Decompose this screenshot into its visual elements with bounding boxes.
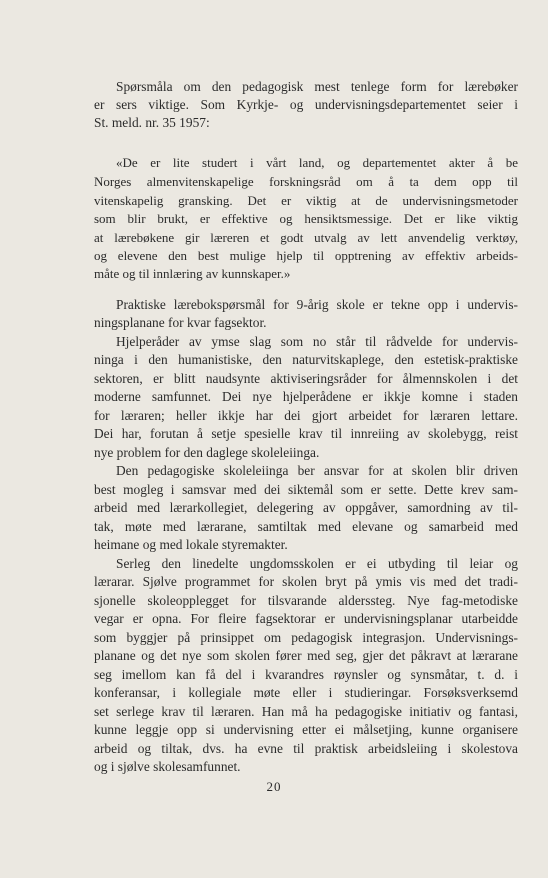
text-line: moderne samfunnet. Dei nye hjelperådene er ikkje komne i staden: [94, 389, 518, 404]
text-line: St. meld. nr. 35 1957:: [94, 115, 210, 130]
text-line: og elevene den best mulige hjelp til opptrening av effektiv arbeids-: [94, 248, 518, 263]
text-line: er sers viktige. Som Kyrkje- og undervisningsdepartementet seier i: [94, 97, 518, 112]
text-line: lærarar. Sjølve programmet for skolen bryt på ymis vis med det tradi-: [94, 574, 518, 589]
text-line: sjonelle skoleopplegget for tilsvarande alderssteg. Nye fag-metodiske: [94, 593, 518, 608]
text-line: tak, møte med lærarane, samtiltak med elevane og samarbeid med: [94, 519, 518, 534]
text-line: at lærebøkene gir læreren et godt utvalg av lett anvendelig verktøy,: [94, 230, 518, 245]
text-line: Spørsmåla om den pedagogisk mest tenlege form for lærebøker: [116, 79, 518, 94]
text-line: Dei har, forutan å setje spesielle krav til innreiing av skolebygg, reist: [94, 426, 518, 441]
text-line: Den pedagogiske skoleleiinga ber ansvar for at skolen blir driven: [116, 463, 518, 478]
text-line: og i sjølve skolesamfunnet.: [94, 759, 241, 774]
text-line: Serleg den linedelte ungdomsskolen er ei utbyding til leiar og: [116, 556, 518, 571]
text-line: for læraren; heller ikkje har dei gjort arbeidet for læraren lettare.: [94, 408, 518, 423]
text-line: arbeid og tiltak, dvs. ha evne til praktisk arbeidsleiing i skolestova: [94, 741, 518, 756]
text-line: konferansar, i kollegiale møte eller i studieringar. Forsøksverksemd: [94, 685, 518, 700]
text-line: Praktiske lærebokspørsmål for 9-årig skole er tekne opp i undervis-: [116, 297, 518, 312]
text-line: måte og til innlæring av kunnskaper.»: [94, 266, 291, 281]
text-line: som blir brukt, er effektive og hensiktsmessige. Det er like viktig: [94, 211, 518, 226]
text-line: ningsplanane for kvar fagsektor.: [94, 315, 267, 330]
text-line: best mogleg i samsvar med dei siktemål som er sette. Dette krev sam-: [94, 482, 518, 497]
text-line: vegar er opna. For fleire fagsektorar er undervisningsplanar utarbeidde: [94, 611, 518, 626]
text-line: Norges almenvitenskapelige forskningsråd om å ta dem opp til: [94, 174, 518, 189]
text-line: nye problem for den daglege skoleleiinga.: [94, 445, 320, 460]
text-line: set serlege krav til læraren. Han må ha pedagogiske initiativ og fantasi,: [94, 704, 518, 719]
text-line: kunne leggje opp si undervisning etter ei målsetjing, kunne organisere: [94, 722, 518, 737]
text-line: arbeid med lærarkollegiet, delegering av oppgåver, samordning av til-: [94, 500, 518, 515]
text-line: ninga i den humanistiske, den naturvitskaplege, den estetisk-praktiske: [94, 352, 518, 367]
text-line: seg imellom kan få del i kvarandres røynsler og synsmåtar, t. d. i: [94, 667, 518, 682]
text-line: sektoren, er blitt naudsynte aktiviseringsråder for ålmennskolen i det: [94, 371, 518, 386]
text-line: planane og det nye som skolen fører med seg, gjer det påkravt at lærarane: [94, 648, 518, 663]
text-line: «De er lite studert i vårt land, og departementet akter å be: [116, 155, 518, 170]
text-line: som byggjer på prinsippet om pedagogisk integrasjon. Undervisnings-: [94, 630, 518, 645]
page-number: 20: [266, 779, 282, 794]
text-line: heimane og med lokale styremakter.: [94, 537, 288, 552]
text-line: vitenskapelig gransking. Det er viktig at de undervisningsmetoder: [94, 193, 518, 208]
text-line: Hjelperåder av ymse slag som no står til rådvelde for undervis-: [116, 334, 518, 349]
